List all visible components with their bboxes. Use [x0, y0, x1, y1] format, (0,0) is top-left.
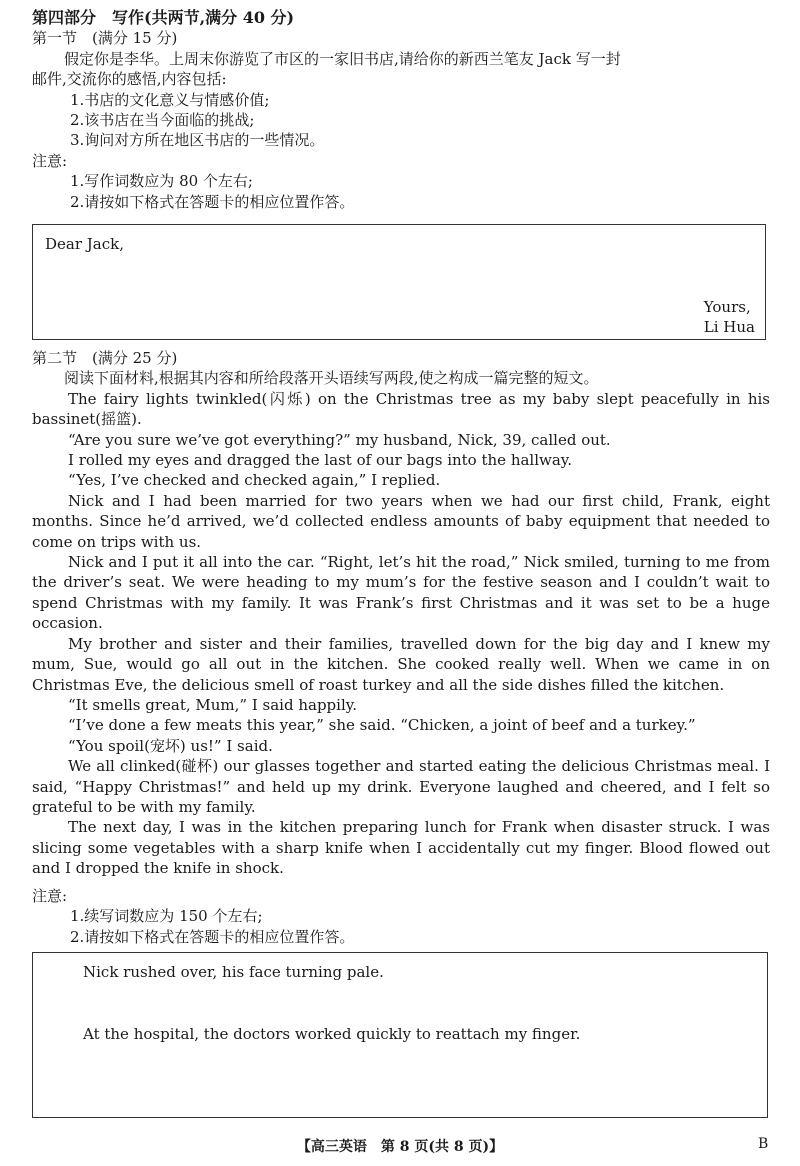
letter-signoff — [704, 297, 755, 337]
story-paragraph: “Are you sure we’ve got everything?” my husband, Nick, 39, called out. — [68, 430, 611, 449]
section1-note-2: 2.请按如下格式在答题卡的相应位置作答。 — [70, 192, 355, 211]
part-title: 第四部分 写作(共两节,满分 40 分) — [32, 8, 295, 27]
story-paragraph: We all clinked(碰杯) our glasses together and started eating the delicious Christmas meal. I said, “Happy Christmas!” and held up my drink. Everyone laughed and cheered, and I felt so grateful to be with my family. — [32, 757, 770, 816]
letter-closing: Yours, — [703, 298, 751, 316]
section1-block — [32, 8, 770, 212]
section2-block — [32, 348, 770, 879]
section2-notes — [32, 886, 770, 947]
section1-prompt-line2: 邮件,交流你的感悟,内容包括: — [32, 70, 227, 89]
section2-heading: 第二节 (满分 25 分) — [32, 349, 178, 367]
section1-item-3: 3.询问对方所在地区书店的一些情况。 — [70, 131, 325, 150]
section2-notes-label: 注意: — [32, 887, 68, 905]
section1-note-1: 1.写作词数应为 80 个左右; — [70, 172, 253, 191]
story-paragraph: The fairy lights twinkled(闪烁) on the Christmas tree as my baby slept peacefully in his bassinet(摇篮). — [32, 389, 770, 429]
story-paragraph: Nick and I had been married for two years when we had our first child, Frank, eight months. Since he’d arrived, we’d collected endless amounts of baby equipment that needed to come on trips with us. — [32, 491, 770, 551]
section2-instruction: 阅读下面材料,根据其内容和所给段落开头语续写两段,使之构成一篇完整的短文。 — [64, 369, 599, 388]
section1-prompt-line1: 假定你是李华。上周末你游览了市区的一家旧书店,请给你的新西兰笔友 Jack 写一封 — [64, 49, 621, 68]
story-paragraph: “I’ve done a few meats this year,” she said. “Chicken, a joint of beef and a turkey.” — [68, 716, 696, 735]
story-paragraph: “It smells great, Mum,” I said happily. — [68, 695, 358, 714]
story-paragraph: The next day, I was in the kitchen preparing lunch for Frank when disaster struck. I was slicing some vegetables with a sharp knife when I accidentally cut my finger. Blood flowed out and I dropped the knife in shock. — [32, 818, 770, 878]
section2-note-1: 1.续写词数应为 150 个左右; — [70, 907, 263, 926]
footer-page-info: 【高三英语 第 8 页(共 8 页)】 — [296, 1139, 504, 1155]
continuation-answer-box — [32, 952, 768, 1118]
story-paragraph: “Yes, I’ve checked and checked again,” I replied. — [68, 471, 441, 490]
section2-note-2: 2.请按如下格式在答题卡的相应位置作答。 — [70, 927, 355, 946]
continuation-para1-start: Nick rushed over, his face turning pale. — [83, 963, 384, 981]
section1-item-2: 2.该书店在当今面临的挑战; — [70, 111, 255, 130]
footer-version: B — [758, 1136, 769, 1152]
letter-signature: Li Hua — [703, 318, 755, 336]
continuation-para2-start: At the hospital, the doctors worked quickly to reattach my finger. — [83, 1025, 581, 1043]
story-paragraph: Nick and I put it all into the car. “Right, let’s hit the road,” Nick smiled, turning to me from the driver’s seat. We were heading to my mum’s for the festive season and I couldn’t wait to spend Christmas with my family. It was Frank’s first Christmas and it was set to be a huge occasion. — [32, 553, 770, 633]
story-paragraph: My brother and sister and their families, travelled down for the big day and I knew my mum, Sue, would go all out in the kitchen. She cooked really well. When we came in on Christmas Eve, the delicious smell of roast turkey and all the side dishes filled the kitchen. — [32, 634, 770, 694]
section1-notes-label: 注意: — [32, 151, 68, 170]
section1-heading: 第一节 (满分 15 分) — [32, 29, 178, 48]
letter-greeting: Dear Jack, — [45, 235, 124, 253]
section1-item-1: 1.书店的文化意义与情感价值; — [70, 90, 270, 109]
story-paragraph: “You spoil(宠坏) us!” I said. — [68, 736, 273, 755]
letter-answer-box — [32, 224, 766, 340]
story-paragraph: I rolled my eyes and dragged the last of our bags into the hallway. — [68, 451, 573, 470]
